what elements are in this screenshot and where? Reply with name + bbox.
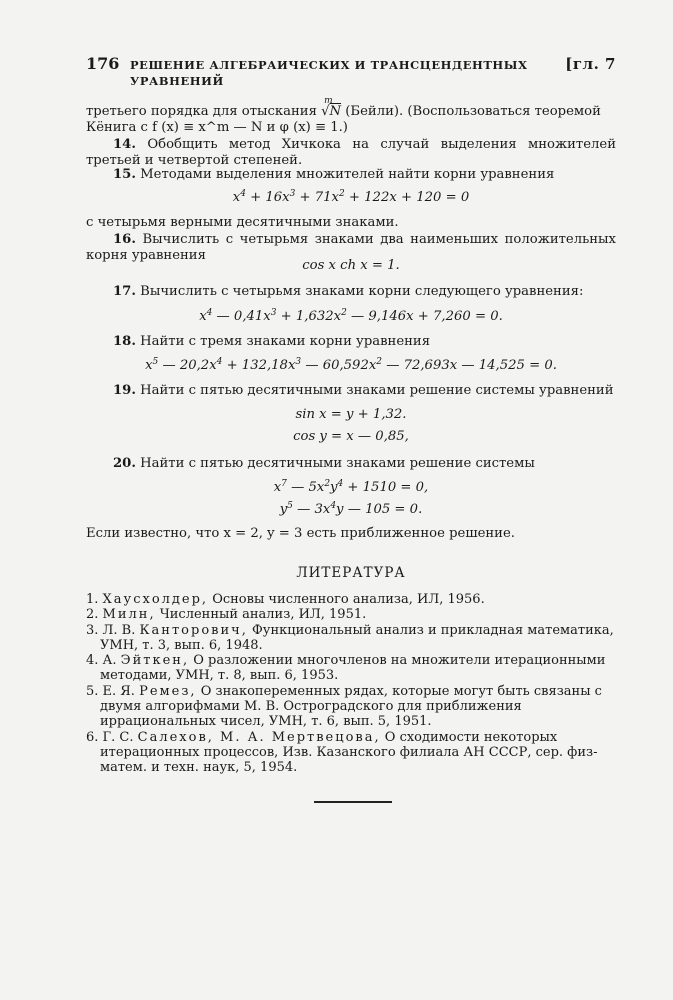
equation-17: $x^4$ — $0,41x^3 + 1,632x^2$ — 9,146x + 7,260 = 0. — [199, 308, 503, 324]
reference-item — [86, 730, 616, 776]
problem-18 — [86, 334, 616, 350]
problem-number: 16. — [113, 232, 136, 247]
problem-14 — [86, 137, 616, 169]
running-title: РЕШЕНИЕ АЛГЕБРАИЧЕСКИХ И ТРАНСЦЕНДЕНТНЫХ УРАВНЕНИЙ — [130, 58, 528, 88]
reference-item — [86, 653, 616, 684]
problem-17 — [86, 284, 616, 300]
ref-num: 6. — [86, 729, 99, 745]
problem-text: Вычислить с четырьмя знаками два наименьших положительных корня уравнения — [86, 232, 616, 263]
ref-text: О сходимости некоторых итерационных процессов, Изв. Казанского филиала АН СССР, сер. физ-матем. и техн. наук, 5, 1954. — [100, 729, 598, 776]
ref-num: 3. — [86, 622, 99, 638]
problem-number: 15. — [113, 167, 136, 182]
ref-text: Численный анализ, ИЛ, 1951. — [159, 607, 367, 623]
problem-number: 18. — [113, 334, 136, 349]
p13-text-b: (Бейли). (Воспользоваться теоремой — [345, 104, 601, 119]
equation-19b: cos y = x — 0,85, — [293, 429, 409, 444]
ref-initials: А. — [102, 653, 117, 669]
ref-num: 2. — [86, 607, 99, 623]
problem-number: 14. — [113, 137, 136, 152]
ref-num: 4. — [86, 653, 99, 669]
ref-initials: Л. В. — [102, 622, 136, 638]
ref-author: Салехов, М. А. Мертвецова, — [137, 729, 381, 745]
equation-19a: sin x = y + 1,32. — [295, 407, 407, 422]
problem-text: Найти с тремя знаками корни уравнения — [140, 334, 431, 349]
problem-number: 20. — [113, 456, 136, 471]
problem-text: Найти с пятью десятичными знаками решение системы — [140, 456, 535, 471]
problem-13-continuation — [86, 96, 616, 136]
nth-root: m √N — [321, 104, 341, 120]
reference-list — [86, 592, 616, 776]
problem-15 — [86, 167, 616, 183]
chapter-marker: [гл. 7 — [565, 55, 616, 73]
literature-heading: ЛИТЕРАТУРА — [296, 565, 406, 581]
end-rule — [314, 801, 392, 803]
problem-number: 17. — [113, 284, 136, 299]
ref-author: Милн, — [102, 607, 156, 623]
ref-text: Основы численного анализа, ИЛ, 1956. — [212, 592, 485, 607]
p13-text-c: Кёнига с f (x) ≡ x^m — N и φ (x) ≡ 1.) — [86, 120, 348, 135]
problem-20-after: Если известно, что x = 2, y = 3 есть приближенное решение. — [86, 526, 515, 541]
problem-15-after: с четырьмя верными десятичными знаками. — [86, 215, 399, 230]
equation-20b: $y^5$ — $3x^4y$ — 105 = 0. — [279, 501, 423, 517]
root-index: m — [324, 96, 333, 106]
root-argument: N — [329, 104, 342, 119]
ref-text: О знакопеременных рядах, которые могут быть связаны с двумя алгорифмами М. В. Остроградского для приближения иррациональных чисел, УМН, т. 6, вып. 5, 1951. — [100, 683, 602, 730]
page-number: 176 — [86, 54, 120, 73]
equation-15: $x^4 + 16x^3 + 71x^2 + 122x + 120 = 0$ — [232, 189, 470, 205]
problem-text: Обобщить метод Хичкока на случай выделения множителей третьей и четвертой степеней. — [86, 137, 616, 168]
equation-20a: $x^7$ — $5x^2y^4 + 1510 = 0$, — [273, 479, 429, 495]
equation-18: $x^5$ — $20,2x^4 + 132,18x^3$ — $60,592x^2$ — 72,693x — 14,525 = 0. — [145, 357, 557, 373]
problem-number: 19. — [113, 383, 136, 398]
ref-author: Ремез, — [139, 683, 197, 699]
ref-text: Функциональный анализ и прикладная математика, УМН, т. 3, вып. 6, 1948. — [100, 622, 614, 653]
problem-text: Методами выделения множителей найти корни уравнения — [140, 167, 555, 182]
problem-20 — [86, 456, 616, 472]
ref-author: Эйткен, — [120, 653, 190, 669]
running-header — [86, 56, 616, 89]
ref-num: 1. — [86, 592, 99, 607]
ref-initials: Г. С. — [102, 729, 134, 745]
reference-item — [86, 592, 616, 607]
problem-19 — [86, 383, 616, 399]
problem-text: Найти с пятью десятичными знаками решение системы уравнений — [140, 383, 614, 398]
ref-author: Хаусхолдер, — [102, 592, 209, 607]
reference-item — [86, 607, 616, 622]
reference-item — [86, 623, 616, 654]
problem-text: Вычислить с четырьмя знаками корни следующего уравнения: — [140, 284, 584, 299]
ref-initials: Е. Я. — [102, 683, 135, 699]
ref-author: Канторович, — [139, 622, 248, 638]
reference-item — [86, 684, 616, 730]
ref-num: 5. — [86, 683, 99, 699]
ref-text: О разложении многочленов на множители итерационными методами, УМН, т. 8, вып. 6, 1953. — [100, 653, 606, 684]
equation-16: cos x ch x = 1. — [302, 258, 400, 273]
p13-text-a: третьего порядка для отыскания — [86, 104, 317, 119]
